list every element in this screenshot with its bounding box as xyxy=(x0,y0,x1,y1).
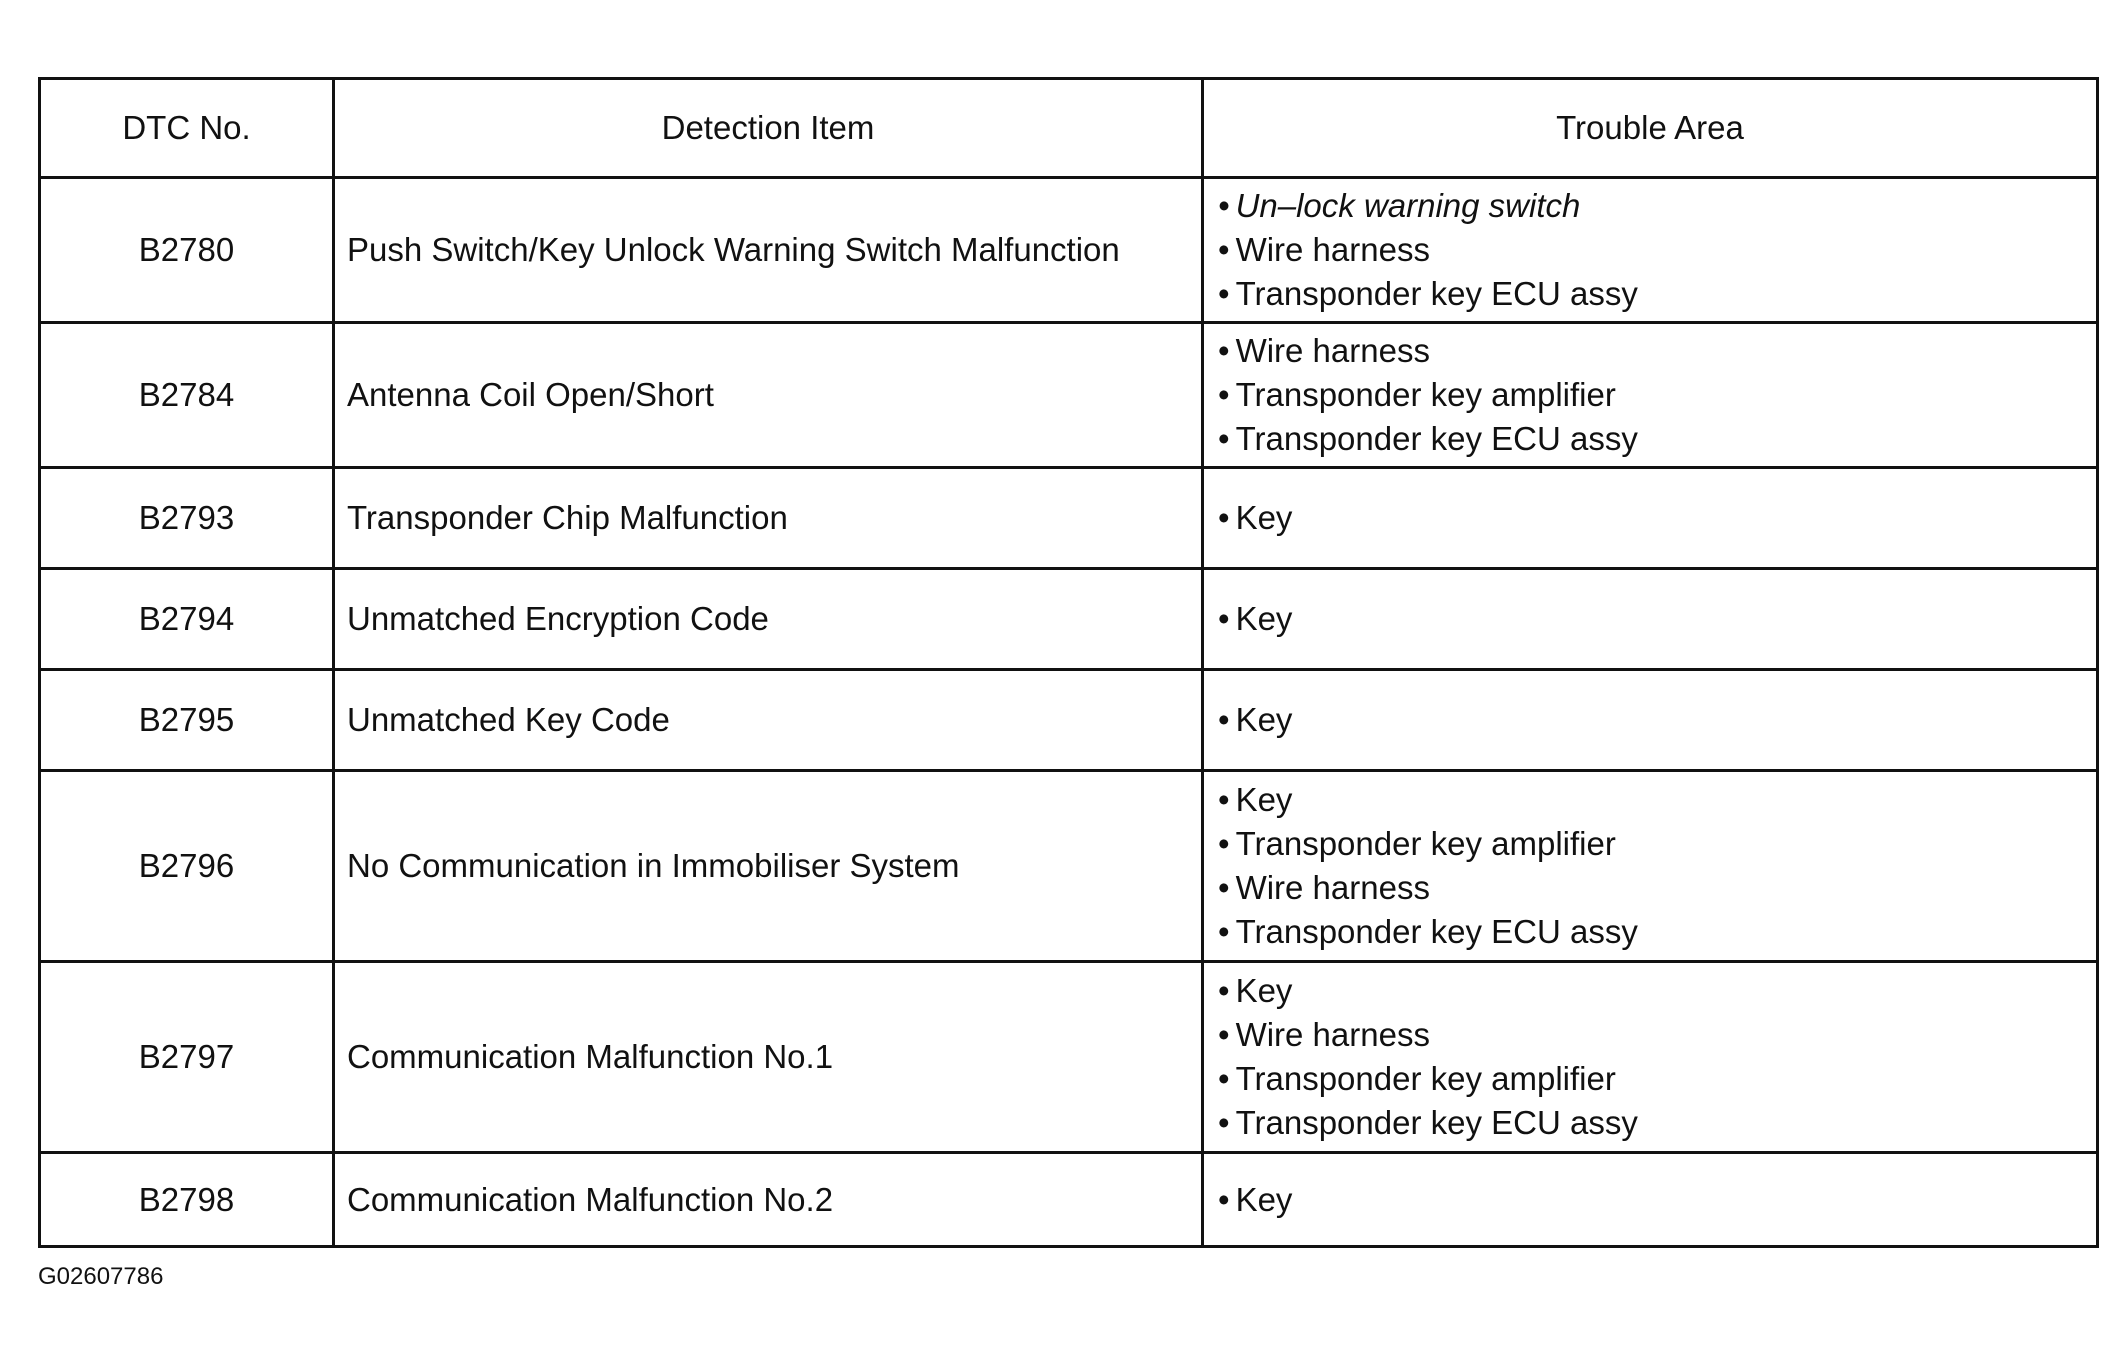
trouble-area-item: • Key xyxy=(1218,698,2096,742)
trouble-area-item: • Transponder key ECU assy xyxy=(1218,417,2096,461)
table-row xyxy=(40,569,2098,670)
dtc-code: B2784 xyxy=(40,323,334,468)
trouble-area-item: • Wire harness xyxy=(1218,228,2096,272)
table-header-row xyxy=(40,79,2098,178)
table-row xyxy=(40,771,2098,962)
trouble-area xyxy=(1203,1153,2098,1247)
figure-id: G02607786 xyxy=(38,1263,164,1290)
dtc-code: B2793 xyxy=(40,468,334,569)
trouble-area xyxy=(1203,771,2098,962)
trouble-area-item: • Key xyxy=(1218,969,2096,1013)
trouble-area-item: • Transponder key amplifier xyxy=(1218,822,2096,866)
header-dtc-no: DTC No. xyxy=(40,79,334,178)
table-row xyxy=(40,178,2098,323)
header-trouble-area: Trouble Area xyxy=(1203,79,2098,178)
trouble-area-item: • Key xyxy=(1218,1178,2096,1222)
trouble-area xyxy=(1203,962,2098,1153)
dtc-code: B2797 xyxy=(40,962,334,1153)
trouble-area-item: • Wire harness xyxy=(1218,866,2096,910)
trouble-area xyxy=(1203,178,2098,323)
trouble-area-item: • Un–lock warning switch xyxy=(1218,184,2096,228)
detection-item: Push Switch/Key Unlock Warning Switch Malfunction xyxy=(334,178,1203,323)
trouble-area xyxy=(1203,569,2098,670)
detection-item: Unmatched Key Code xyxy=(334,670,1203,771)
table-row xyxy=(40,670,2098,771)
trouble-area xyxy=(1203,468,2098,569)
detection-item: Antenna Coil Open/Short xyxy=(334,323,1203,468)
detection-item: Unmatched Encryption Code xyxy=(334,569,1203,670)
detection-item: Communication Malfunction No.1 xyxy=(334,962,1203,1153)
detection-item: Communication Malfunction No.2 xyxy=(334,1153,1203,1247)
header-detection-item: Detection Item xyxy=(334,79,1203,178)
trouble-area-item: • Key xyxy=(1218,496,2096,540)
trouble-area xyxy=(1203,670,2098,771)
trouble-area-item: • Key xyxy=(1218,778,2096,822)
trouble-area-item: • Transponder key amplifier xyxy=(1218,373,2096,417)
trouble-area-item: • Transponder key ECU assy xyxy=(1218,1101,2096,1145)
trouble-area xyxy=(1203,323,2098,468)
table-row xyxy=(40,323,2098,468)
dtc-code: B2795 xyxy=(40,670,334,771)
dtc-table xyxy=(38,77,2099,1248)
table-row xyxy=(40,468,2098,569)
table-row xyxy=(40,1153,2098,1247)
detection-item: Transponder Chip Malfunction xyxy=(334,468,1203,569)
trouble-area-item: • Transponder key amplifier xyxy=(1218,1057,2096,1101)
trouble-area-item: • Wire harness xyxy=(1218,1013,2096,1057)
dtc-code: B2794 xyxy=(40,569,334,670)
dtc-code: B2796 xyxy=(40,771,334,962)
trouble-area-item: • Key xyxy=(1218,597,2096,641)
dtc-code: B2780 xyxy=(40,178,334,323)
trouble-area-item: • Transponder key ECU assy xyxy=(1218,910,2096,954)
detection-item: No Communication in Immobiliser System xyxy=(334,771,1203,962)
dtc-code: B2798 xyxy=(40,1153,334,1247)
table-row xyxy=(40,962,2098,1153)
trouble-area-item: • Transponder key ECU assy xyxy=(1218,272,2096,316)
trouble-area-item: • Wire harness xyxy=(1218,329,2096,373)
